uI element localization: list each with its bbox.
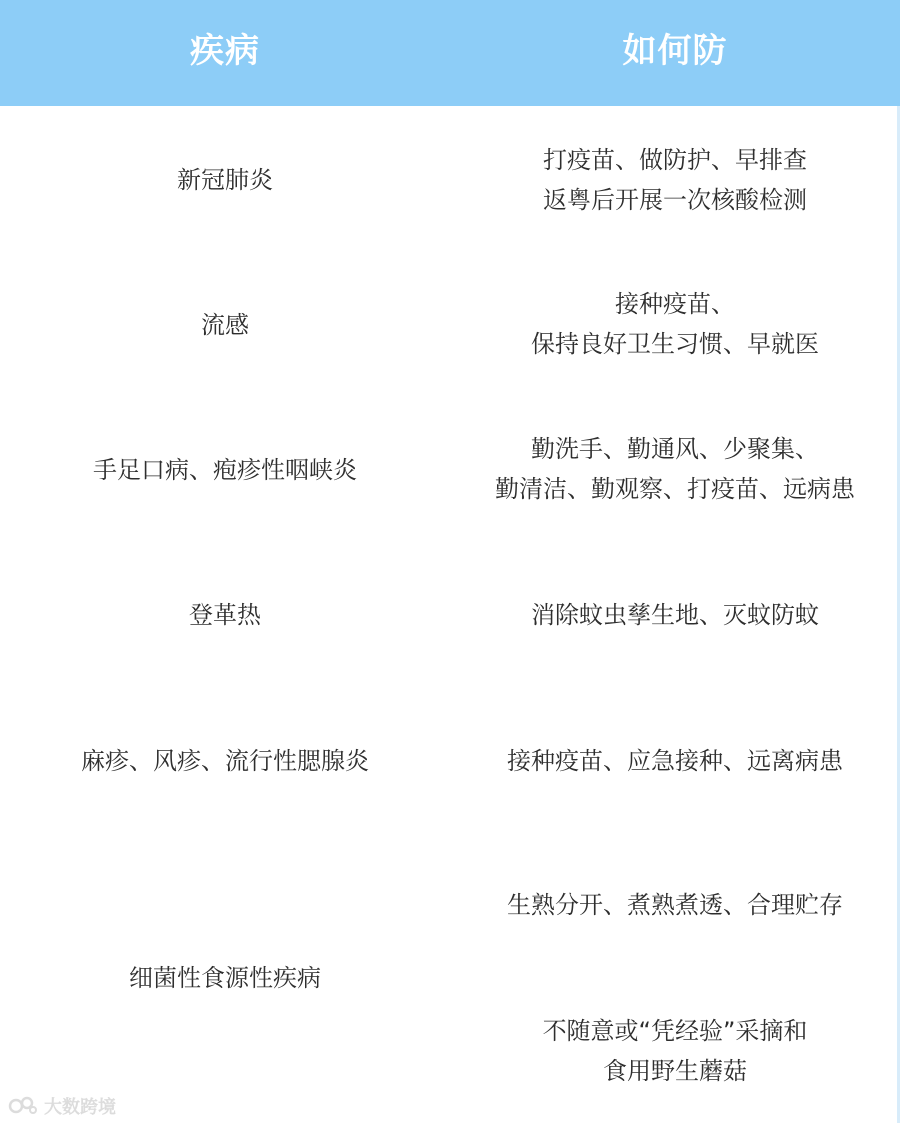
disease-name: 新冠肺炎 bbox=[177, 166, 273, 194]
disease-cell bbox=[0, 958, 450, 998]
prevention-cell bbox=[450, 284, 900, 364]
prevention-line: 保持良好卫生习惯、早就医 bbox=[531, 330, 819, 358]
column-header-prevention: 如何防 bbox=[622, 31, 728, 71]
disease-cell bbox=[0, 741, 450, 781]
disease-cell bbox=[0, 305, 450, 345]
disease-name: 手足口病、疱疹性咽峡炎 bbox=[93, 456, 357, 484]
prevention-cell bbox=[450, 595, 900, 635]
prevention-cell bbox=[450, 885, 900, 925]
disease-name: 流感 bbox=[201, 311, 249, 339]
prevention-line: 勤清洁、勤观察、打疫苗、远病患 bbox=[495, 475, 855, 503]
prevention-line: 勤洗手、勤通风、少聚集、 bbox=[531, 435, 819, 463]
prevention-line: 食用野生蘑菇 bbox=[603, 1057, 747, 1085]
prevention-line: 打疫苗、做防护、早排查 bbox=[543, 146, 807, 174]
disease-name: 细菌性食源性疾病 bbox=[129, 964, 321, 992]
table-header bbox=[0, 0, 900, 106]
watermark-logo-icon bbox=[8, 1095, 38, 1117]
prevention-cell bbox=[450, 741, 900, 781]
disease-name: 麻疹、风疹、流行性腮腺炎 bbox=[81, 747, 369, 775]
prevention-line: 接种疫苗、 bbox=[615, 290, 735, 318]
prevention-line: 不随意或“凭经验”采摘和 bbox=[542, 1017, 808, 1045]
prevention-line: 返粤后开展一次核酸检测 bbox=[543, 186, 807, 214]
prevention-line: 消除蚊虫孳生地、灭蚊防蚊 bbox=[531, 601, 819, 629]
prevention-cell bbox=[450, 429, 900, 509]
prevention-line: 生熟分开、煮熟煮透、合理贮存 bbox=[507, 891, 843, 919]
disease-name: 登革热 bbox=[189, 601, 261, 629]
prevention-line: 接种疫苗、应急接种、远离病患 bbox=[507, 747, 843, 775]
prevention-cell-extra bbox=[450, 1011, 900, 1091]
disease-cell bbox=[0, 450, 450, 490]
watermark-text: 大数跨境 bbox=[44, 1097, 116, 1118]
watermark bbox=[8, 1093, 116, 1119]
disease-cell bbox=[0, 595, 450, 635]
disease-cell bbox=[0, 160, 450, 200]
prevention-cell bbox=[450, 140, 900, 220]
column-header-disease: 疾病 bbox=[190, 31, 260, 71]
